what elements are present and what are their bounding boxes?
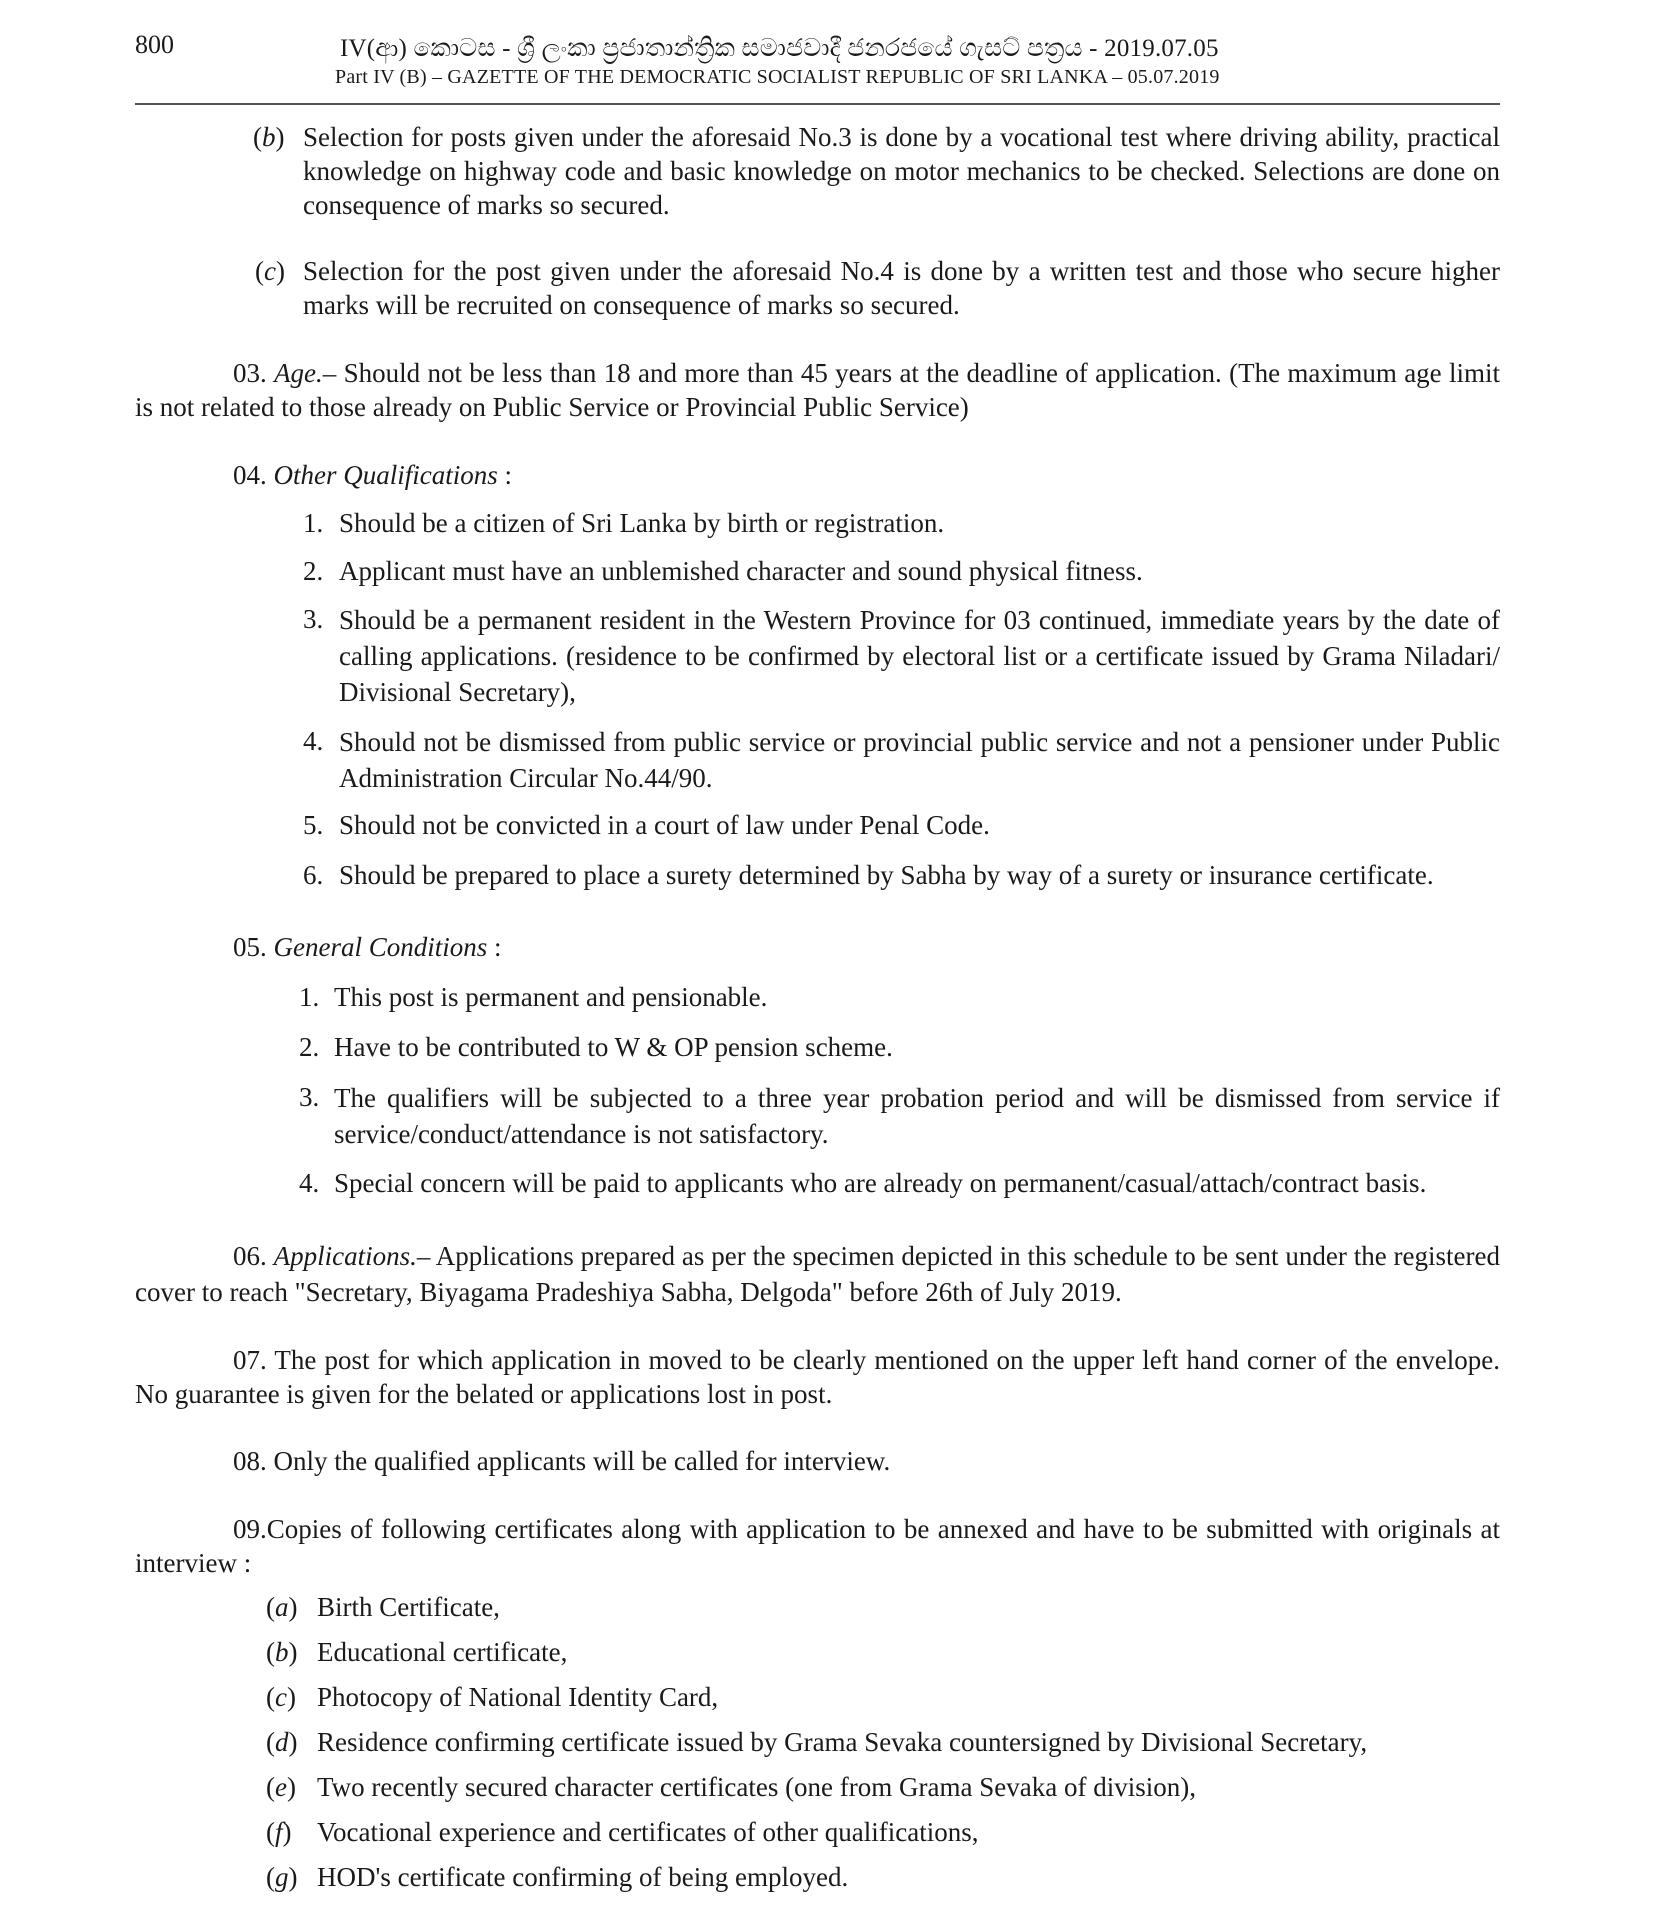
header-english-title: Part IV (B) – GAZETTE OF THE DEMOCRATIC SOCIALIST REPUBLIC OF SRI LANKA – 05.07.2019 <box>335 66 1220 88</box>
qualification-item: Applicant must have an unblemished character and sound physical fitness. <box>339 556 1143 586</box>
list-number: 2. <box>303 556 324 586</box>
item-label: (f) <box>266 1817 292 1847</box>
item-label: (d) <box>266 1727 298 1757</box>
condition-item: The qualifiers will be subjected to a three year probation period and will be dismissed from service if service/conduct/attendance is not satisfactory. <box>334 1083 1500 1149</box>
list-number: 3. <box>303 604 324 634</box>
certificate-item: Birth Certificate, <box>317 1592 500 1622</box>
list-number: 2. <box>299 1032 320 1062</box>
heading-general-conditions: 05. General Conditions : <box>233 932 502 962</box>
certificate-item: Photocopy of National Identity Card, <box>317 1682 719 1712</box>
item-label: (g) <box>266 1862 298 1892</box>
list-number: 1. <box>303 508 324 538</box>
certificate-item: HOD's certificate confirming of being employed. <box>317 1862 849 1892</box>
para-08: 08. Only the qualified applicants will be called for interview. <box>233 1446 891 1476</box>
item-label: (b) <box>253 122 285 152</box>
para-applications: 06. Applications.– Applications prepared as per the specimen depicted in this schedule to be sent under the registered cover to reach "Secretary, Biyagama Pradeshiya Sabha, Delgoda" before 26th of July 2019. <box>135 1241 1500 1307</box>
list-number: 1. <box>299 982 320 1012</box>
certificate-item: Vocational experience and certificates of other qualifications, <box>317 1817 979 1847</box>
para-07: 07. The post for which application in moved to be clearly mentioned on the upper left hand corner of the envelope. No guarantee is given for the belated or applications lost in post. <box>135 1345 1500 1409</box>
item-label: (c) <box>266 1682 296 1712</box>
selection-item-c: Selection for the post given under the aforesaid No.4 is done by a written test and those who secure higher marks will be recruited on consequence of marks so secured. <box>303 256 1500 320</box>
heading-other-qualifications: 04. Other Qualifications : <box>233 460 513 490</box>
para-09: 09.Copies of following certificates along with application to be annexed and have to be submitted with originals at interview : <box>135 1514 1500 1578</box>
page-number: 800 <box>135 30 174 59</box>
qualification-item: Should be prepared to place a surety determined by Sabha by way of a surety or insurance certificate. <box>339 860 1434 890</box>
item-label: (c) <box>255 256 285 286</box>
certificate-item: Two recently secured character certificates (one from Grama Sevaka of division), <box>317 1772 1196 1802</box>
para-age: 03. Age.– Should not be less than 18 and more than 45 years at the deadline of application. (The maximum age limit is not related to those already on Public Service or Provincial Public Service) <box>135 358 1500 422</box>
list-number: 6. <box>303 860 324 890</box>
header-rule <box>135 103 1500 105</box>
list-number: 3. <box>299 1082 320 1112</box>
item-label: (e) <box>266 1772 296 1802</box>
condition-item: Have to be contributed to W & OP pension scheme. <box>334 1032 893 1062</box>
header-sinhala-title: IV(ආ) කොටස - ශ්‍රී ලංකා ප්‍රජාතාන්ත්‍රික සමාජවාදී ජනරජයේ ගැසට් පත්‍රය - 2019.07.05 <box>340 35 1219 62</box>
item-label: (a) <box>266 1592 298 1622</box>
certificate-item: Educational certificate, <box>317 1637 568 1667</box>
qualification-item: Should not be convicted in a court of law under Penal Code. <box>339 810 990 840</box>
condition-item: Special concern will be paid to applicants who are already on permanent/casual/attach/contract basis. <box>334 1168 1427 1198</box>
qualification-item: Should not be dismissed from public service or provincial public service and not a pensioner under Public Administration Circular No.44/90. <box>339 727 1500 793</box>
condition-item: This post is permanent and pensionable. <box>334 982 768 1012</box>
list-number: 5. <box>303 810 324 840</box>
item-label: (b) <box>266 1637 298 1667</box>
list-number: 4. <box>303 726 324 756</box>
selection-item-b: Selection for posts given under the aforesaid No.3 is done by a vocational test where driving ability, practical knowledge on highway code and basic knowledge on motor mechanics to be checked. Selections are done on consequence of marks so secured. <box>303 122 1500 220</box>
certificate-item: Residence confirming certificate issued by Grama Sevaka countersigned by Divisional Secretary, <box>317 1727 1368 1757</box>
qualification-item: Should be a citizen of Sri Lanka by birth or registration. <box>339 508 945 538</box>
qualification-item: Should be a permanent resident in the Western Province for 03 continued, immediate years by the date of calling applications. (residence to be confirmed by electoral list or a certificate issued by Grama Niladari/ Divisional Secretary), <box>339 605 1500 707</box>
list-number: 4. <box>299 1168 320 1198</box>
